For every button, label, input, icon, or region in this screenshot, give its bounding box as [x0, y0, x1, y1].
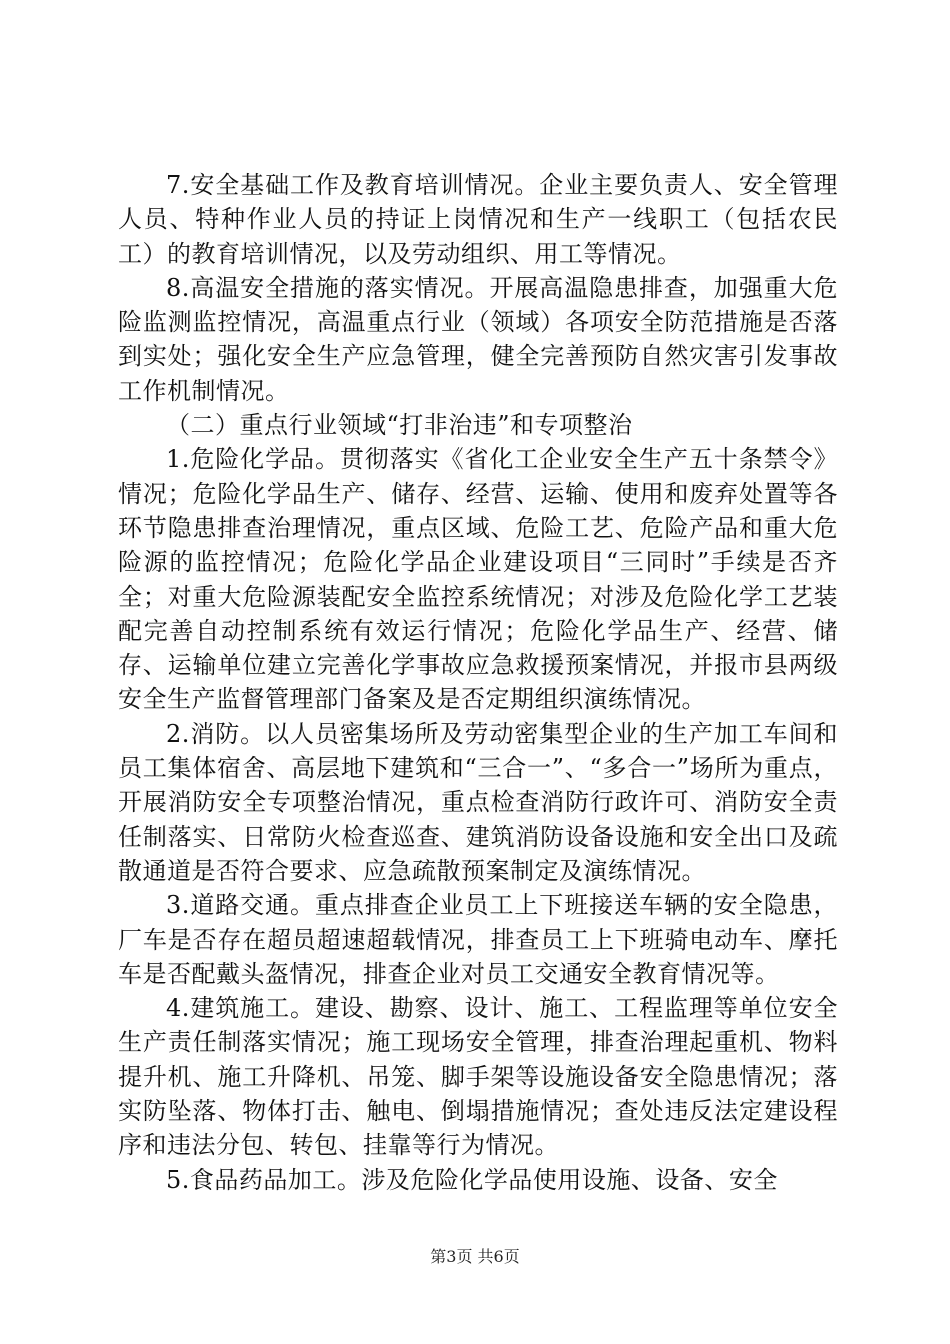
paragraph-item-8: 8.高温安全措施的落实情况。开展高温隐患排查，加强重大危险监测监控情况，高温重点行业（领域）各项安全防范措施是否落到实处；强化安全生产应急管理，健全完善预防自然灾害引发事故工作机制情况。	[118, 273, 838, 405]
paragraph-construction: 4.建筑施工。建设、勘察、设计、施工、工程监理等单位安全生产责任制落实情况；施工现场安全管理，排查治理起重机、物料提升机、施工升降机、吊笼、脚手架等设施设备安全隐患情况；落实防坠落、物体打击、触电、倒塌措施情况；查处违反法定建设程序和违法分包、转包、挂靠等行为情况。	[118, 994, 838, 1160]
paragraph-hazardous-chemicals: 1.危险化学品。贯彻落实《省化工企业安全生产五十条禁令》情况；危险化学品生产、储存、经营、运输、使用和废弃处置等各环节隐患排查治理情况，重点区域、危险工艺、危险产品和重大危险源的监控情况；危险化学品企业建设项目“三同时”手续是否齐全；对重大危险源装配安全监控系统情况；对涉及危险化学工艺装配完善自动控制系统有效运行情况；危险化学品生产、经营、储存、运输单位建立完善化学事故应急救援预案情况，并报市县两级安全生产监督管理部门备案及是否定期组织演练情况。	[118, 445, 838, 714]
section-heading: （二）重点行业领域“打非治违”和专项整治	[166, 411, 633, 440]
paragraph-fire-safety: 2.消防。以人员密集场所及劳动密集型企业的生产加工车间和员工集体宿舍、高层地下建筑和“三合一”、“多合一”场所为重点，开展消防安全专项整治情况，重点检查消防行政许可、消防安全责任制落实、日常防火检查巡查、建筑消防设备设施和安全出口及疏散通道是否符合要求、应急疏散预案制定及演练情况。	[118, 719, 838, 885]
paragraph-food-drug: 5.食品药品加工。涉及危险化学品使用设施、设备、安全	[166, 1165, 778, 1194]
page-number-footer: 第3页 共6页	[430, 1247, 520, 1266]
paragraph-road-traffic: 3.道路交通。重点排查企业员工上下班接送车辆的安全隐患，厂车是否存在超员超速超载情况，排查员工上下班骑电动车、摩托车是否配戴头盔情况，排查企业对员工交通安全教育情况等。	[118, 891, 838, 988]
paragraph-item-7: 7.安全基础工作及教育培训情况。企业主要负责人、安全管理人员、特种作业人员的持证上岗情况和生产一线职工（包括农民工）的教育培训情况，以及劳动组织、用工等情况。	[118, 171, 838, 268]
document-body	[118, 168, 838, 1197]
